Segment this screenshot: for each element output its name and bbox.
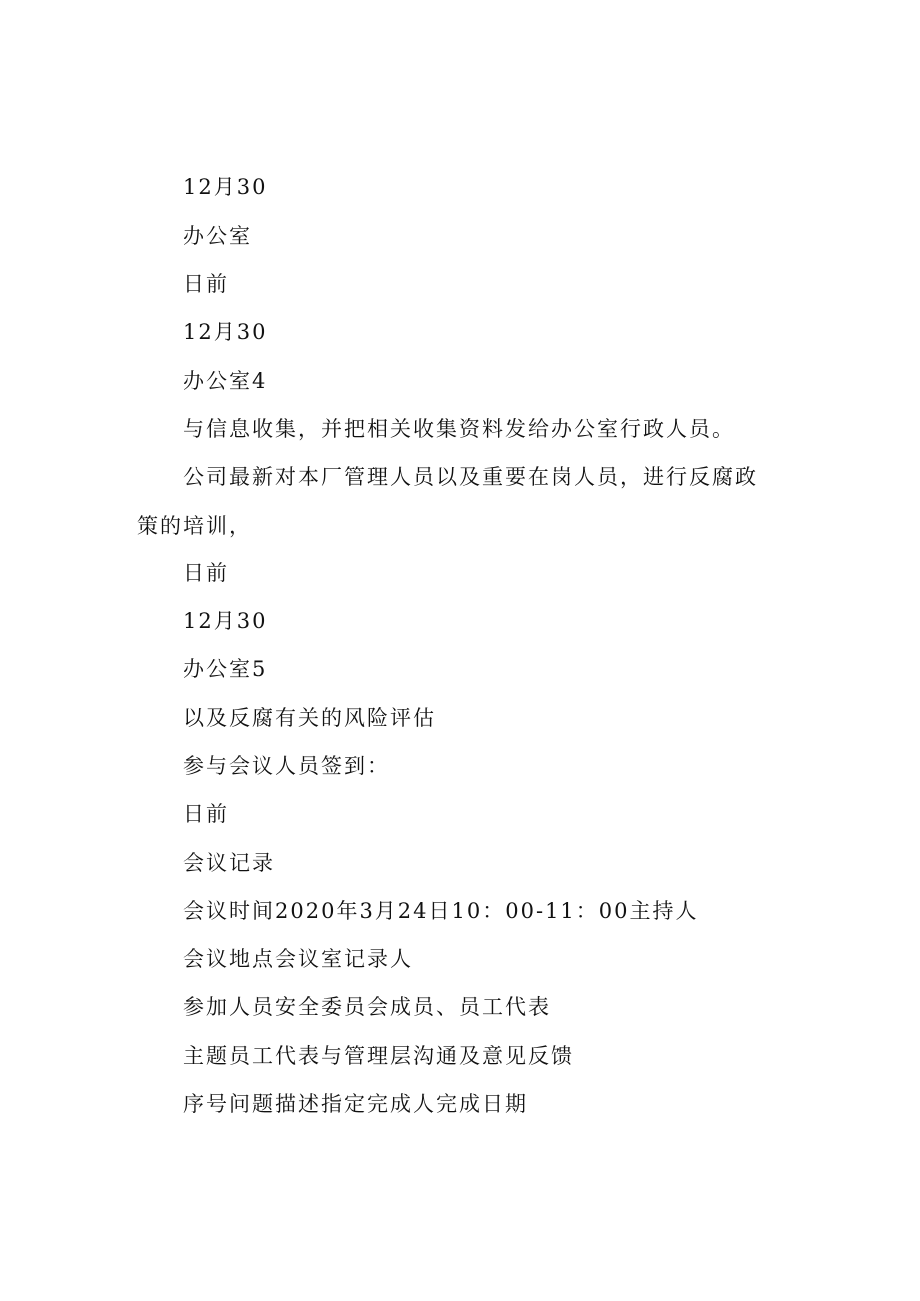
text-line: 日前	[183, 561, 229, 585]
text-line: 参加人员安全委员会成员、员工代表	[183, 995, 551, 1019]
text-line: 办公室4	[183, 369, 268, 393]
text-line: 与信息收集，并把相关收集资料发给办公室行政人员。	[183, 417, 735, 441]
text-line: 会议时间2020年3月24日10：00-11：00主持人	[183, 899, 699, 923]
text-line: 12月30	[183, 175, 268, 199]
text-line: 12月30	[183, 320, 268, 344]
text-line: 日前	[183, 802, 229, 826]
text-line: 12月30	[183, 609, 268, 633]
text-line: 会议地点会议室记录人	[183, 947, 413, 971]
text-line: 策的培训，	[137, 514, 252, 538]
text-line: 会议记录	[183, 851, 275, 875]
text-line: 办公室5	[183, 657, 268, 681]
text-line: 主题员工代表与管理层沟通及意见反馈	[183, 1044, 574, 1068]
text-line: 以及反腐有关的风险评估	[183, 706, 436, 730]
text-line: 办公室	[183, 224, 252, 248]
text-line: 日前	[183, 272, 229, 296]
text-line: 参与会议人员签到：	[183, 754, 390, 778]
text-line: 公司最新对本厂管理人员以及重要在岗人员，进行反腐政	[183, 465, 758, 489]
text-line: 序号问题描述指定完成人完成日期	[183, 1092, 528, 1116]
